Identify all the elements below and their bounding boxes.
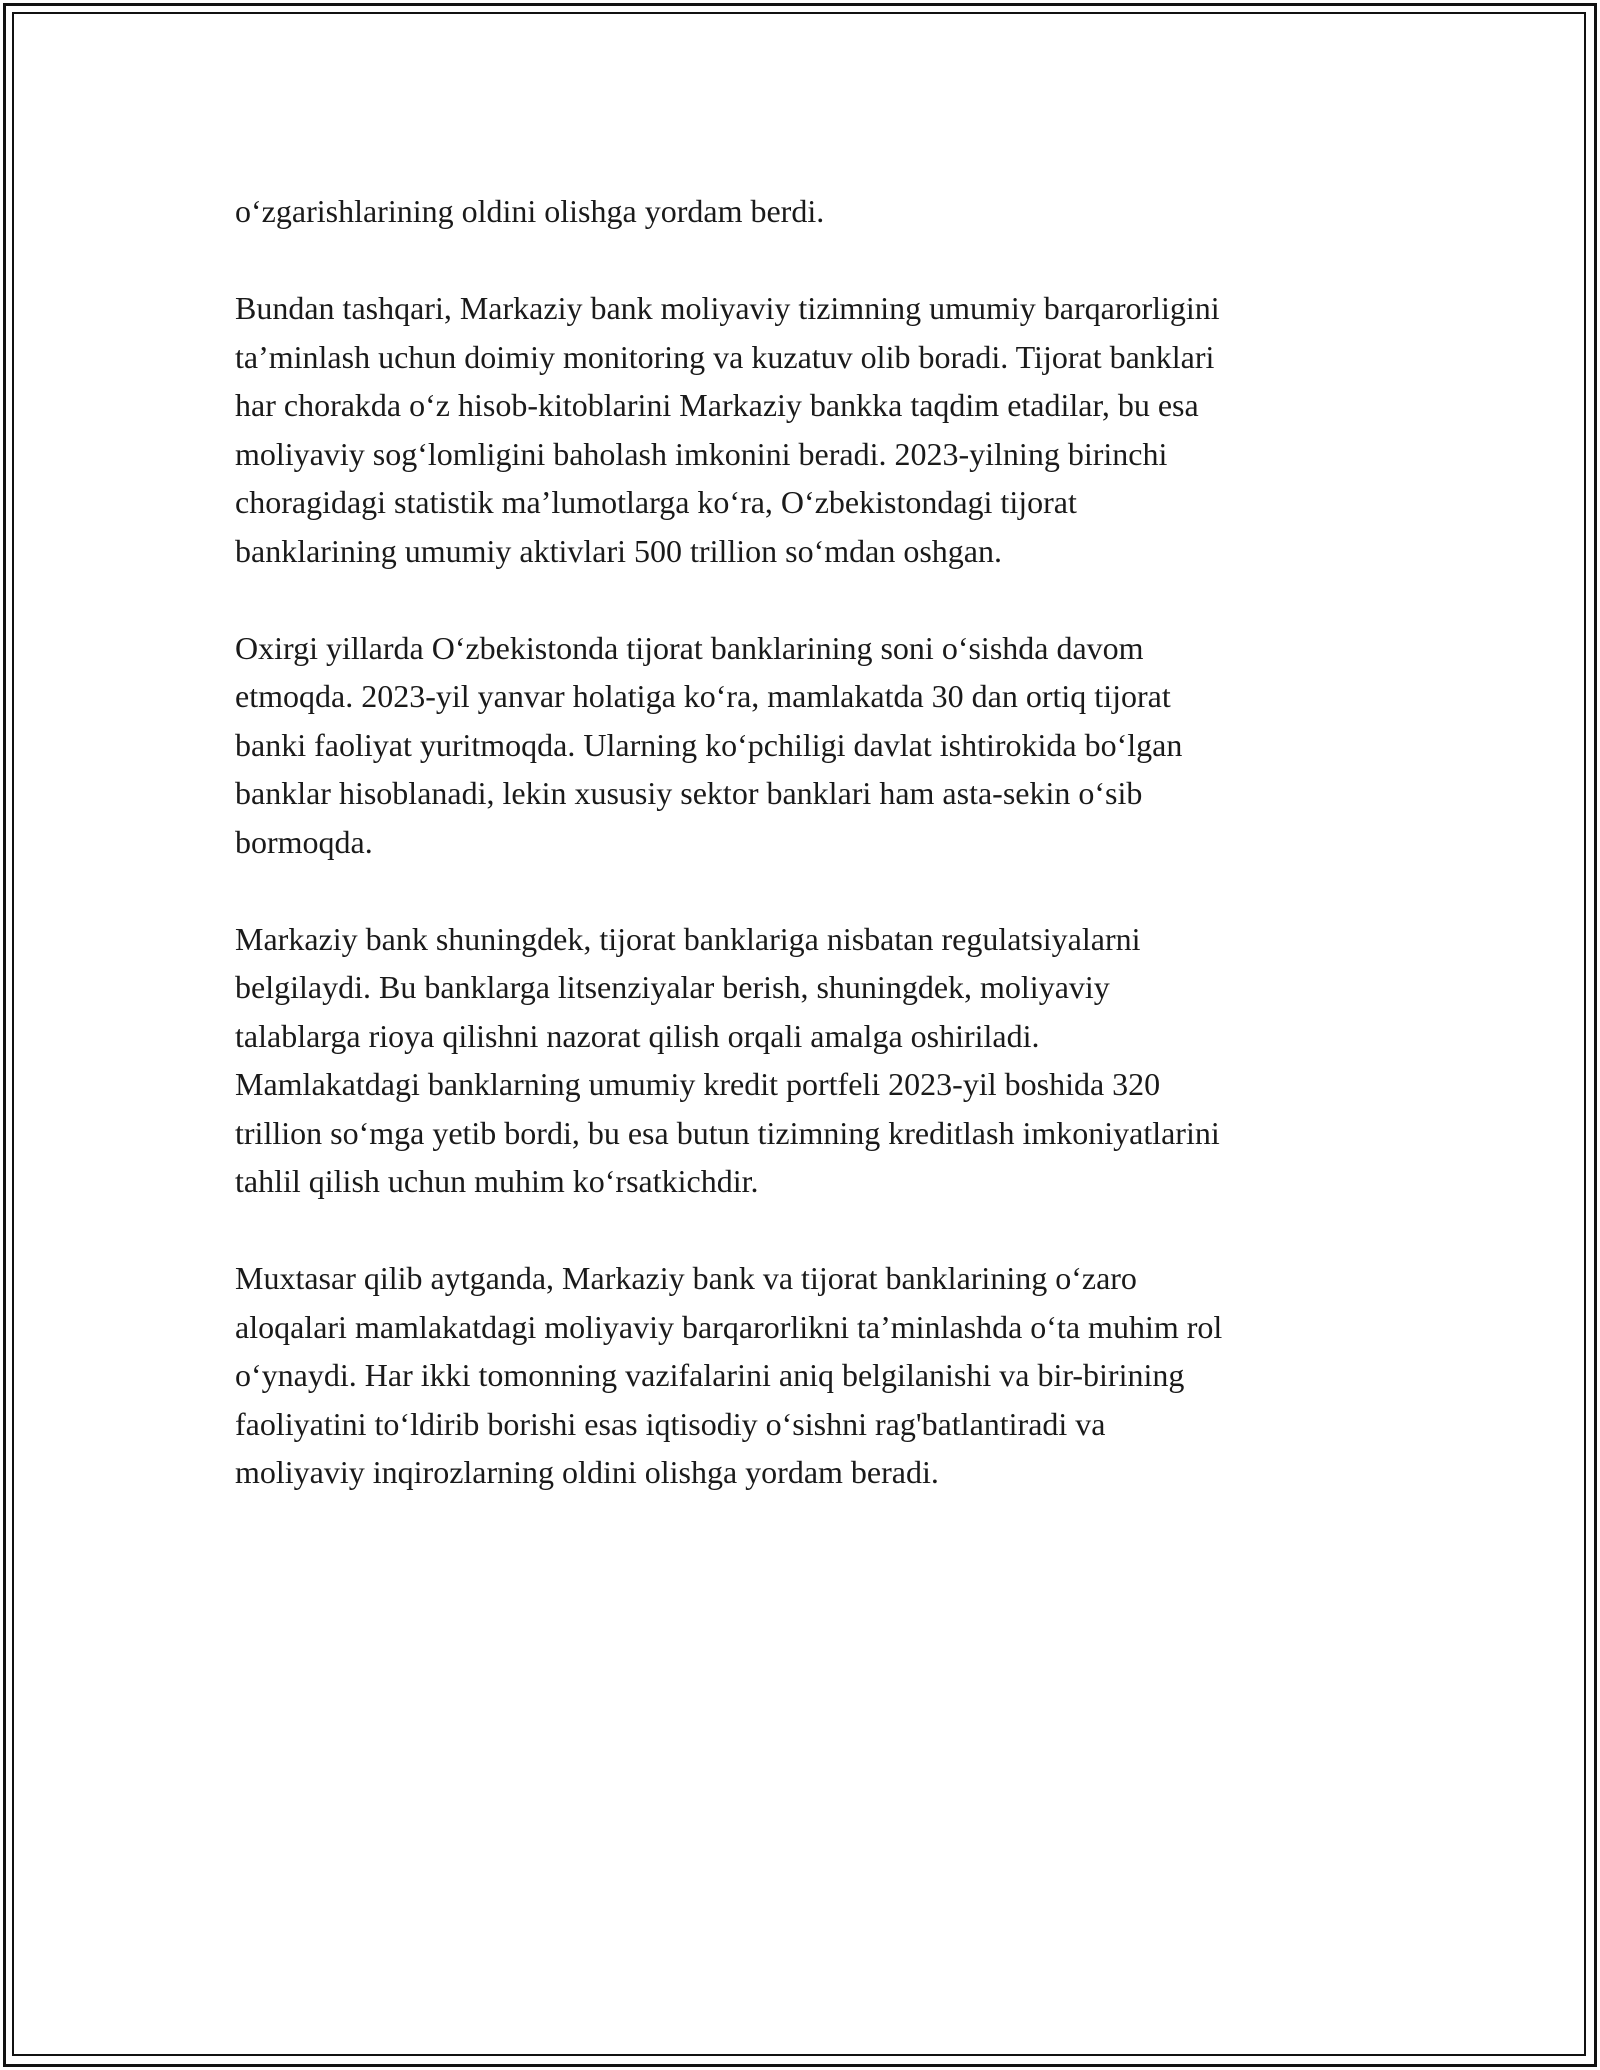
text-line: choragidagi statistik ma’lumotlarga ko‘ra, O‘zbekistondagi tijorat (235, 484, 1077, 520)
text-line: banki faoliyat yuritmoqda. Ularning ko‘pchiligi davlat ishtirokida bo‘lgan (235, 726, 1183, 763)
text-line: Muxtasar qilib aytganda, Markaziy bank va tijorat banklarining o‘zaro (235, 1260, 1137, 1296)
text-line: moliyaviy inqirozlarning oldini olishga yordam beradi. (235, 1454, 939, 1490)
text-line: banklarining umumiy aktivlari 500 trillion so‘mdan oshgan. (235, 532, 1002, 569)
text-line: Bundan tashqari, Markaziy bank moliyaviy tizimning umumiy barqarorligini (235, 290, 1220, 326)
text-line: etmoqda. 2023-yil yanvar holatiga ko‘ra, mamlakatda 30 dan ortiq tijorat (235, 678, 1171, 714)
text-line: moliyaviy sog‘lomligini baholash imkonini beradi. 2023-yilning birinchi (235, 435, 1168, 472)
paragraph-2 (235, 284, 1385, 575)
text-line: aloqalari mamlakatdagi moliyaviy barqarorlikni ta’minlashda o‘ta muhim rol (235, 1308, 1223, 1345)
text-line: Markaziy bank shuningdek, tijorat banklariga nisbatan regulatsiyalarni (235, 920, 1141, 957)
text-line: Mamlakatdagi banklarning umumiy kredit portfeli 2023-yil boshida 320 (235, 1066, 1161, 1102)
text-line: talablarga rioya qilishni nazorat qilish orqali amalga oshiriladi. (235, 1017, 1040, 1054)
text-line: o‘ynaydi. Har ikki tomonning vazifalarini aniq belgilanishi va bir-birining (235, 1357, 1185, 1393)
text-line: trillion so‘mga yetib bordi, bu esa butun tizimning kreditlash imkoniyatlarini (235, 1114, 1220, 1151)
text-line: ta’minlash uchun doimiy monitoring va kuzatuv olib boradi. Tijorat banklari (235, 338, 1215, 375)
paragraph-3 (235, 624, 1385, 867)
text-line: bormoqda. (235, 823, 373, 860)
text-line: belgilaydi. Bu banklarga litsenziyalar berish, shuningdek, moliyaviy (235, 969, 1110, 1005)
paragraph-4 (235, 915, 1385, 1206)
document-body (235, 187, 1385, 1545)
text-line: faoliyatini to‘ldirib borishi esas iqtisodiy o‘sishni rag'batlantiradi va (235, 1405, 1106, 1442)
text-line: tahlil qilish uchun muhim ko‘rsatkichdir. (235, 1163, 759, 1199)
text-line: har chorakda o‘z hisob-kitoblarini Markaziy bankka taqdim etadilar, bu esa (235, 387, 1199, 423)
text-line: Oxirgi yillarda O‘zbekistonda tijorat banklarining soni o‘sishda davom (235, 629, 1144, 666)
paragraph-1 (235, 187, 1385, 236)
text-line: banklar hisoblanadi, lekin xususiy sektor banklari ham asta-sekin o‘sib (235, 775, 1143, 811)
paragraph-5 (235, 1254, 1385, 1497)
text-line: o‘zgarishlarining oldini olishga yordam berdi. (235, 193, 825, 229)
